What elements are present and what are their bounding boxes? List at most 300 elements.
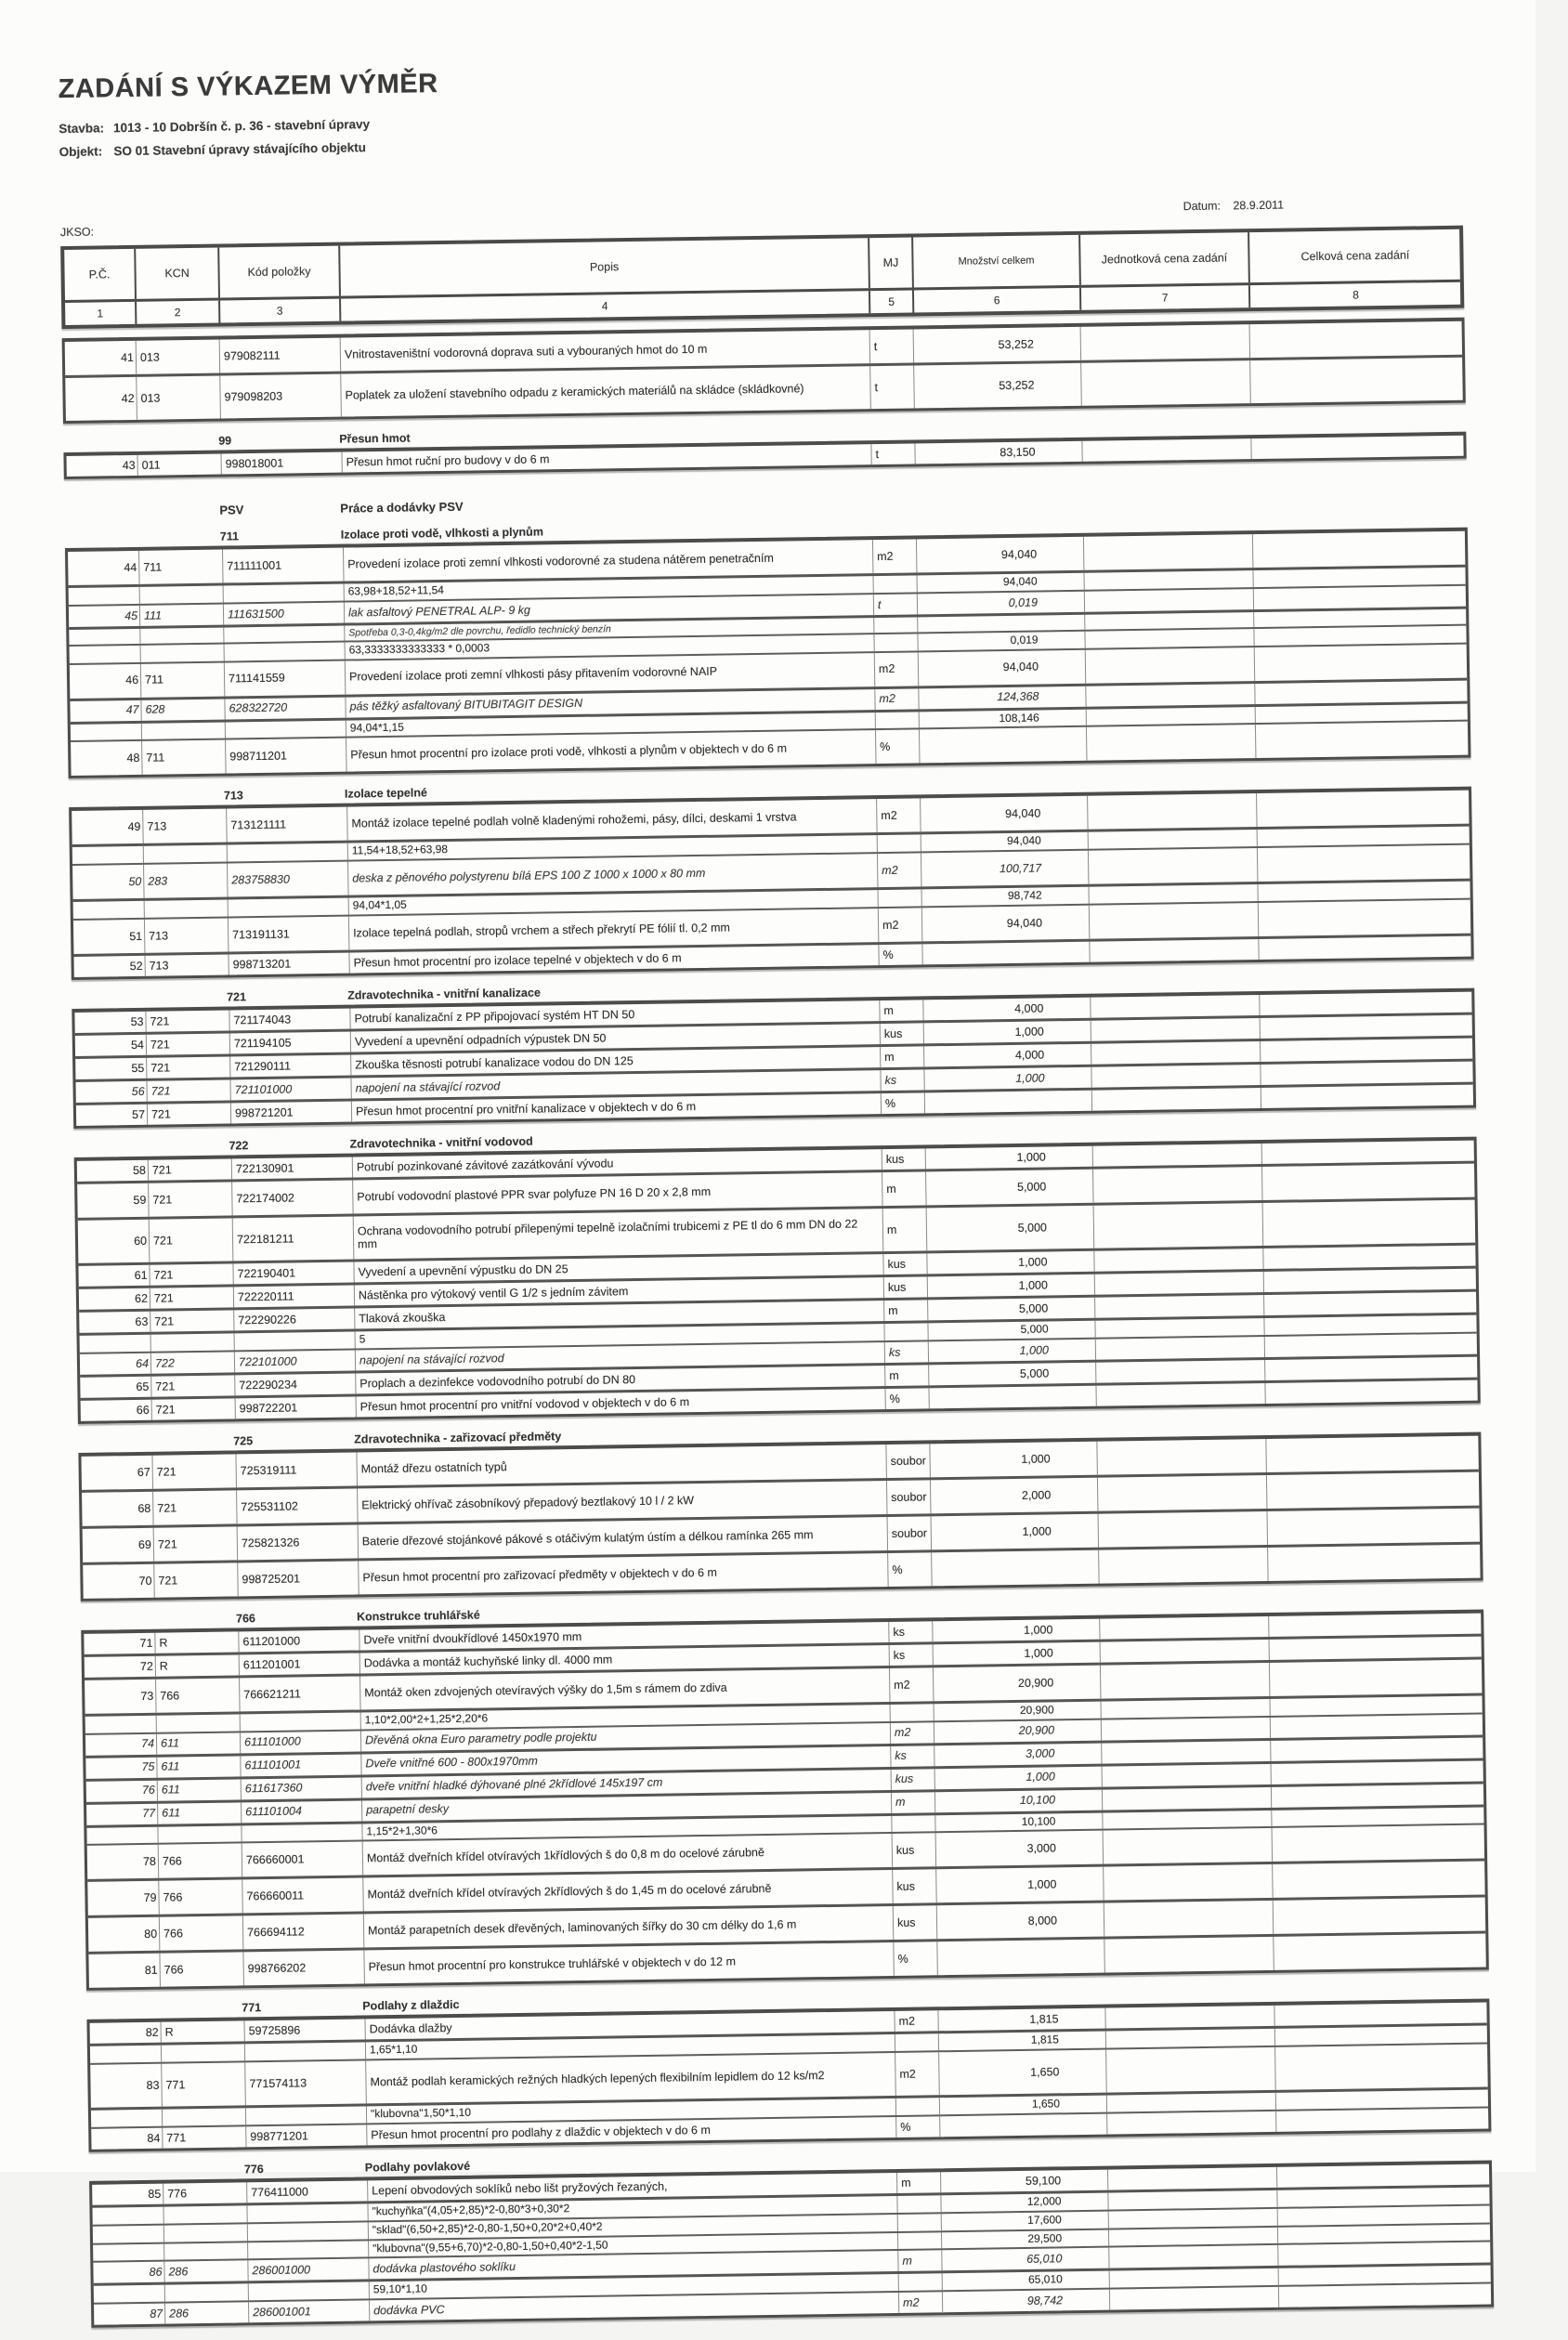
section-title: Podlahy povlakové [364,2159,471,2175]
cell-kcn: 721 [147,1080,230,1102]
cell-total-price [1259,900,1470,936]
cell-mj [897,2195,941,2212]
cell-code: 721290111 [230,1055,351,1078]
cell-mj: % [882,1092,925,1114]
cell-desc: dodávka PVC [370,2293,899,2320]
cell-kcn: 286 [165,2303,249,2324]
cell-desc: Přesun hmot procentní pro zařizovací předměty v objektech v do 6 m [359,1553,888,1594]
col-header-pc: P.Č. [64,249,137,300]
cell-mj: kus [892,1769,935,1790]
items-group [65,528,1471,779]
cell-mj: m [885,1365,929,1386]
cell-pc: 65 [80,1377,151,1398]
cell-desc: Montáž podlah keramických režných hladkých lepených flexibilním lepidlem do 12 ks/m2 [366,2053,896,2103]
cell-mj: % [885,1388,929,1409]
cell-mj [896,2098,940,2114]
cell-pc: 56 [76,1081,148,1103]
cell-kcn: 628 [141,699,225,720]
cell-code: 713191131 [229,917,350,952]
cell-mj: m [884,1300,928,1321]
cell-total-price [1250,321,1462,358]
cell-qty [922,942,1090,965]
cell-pc: 63 [79,1312,150,1333]
cell-unit-price [1096,1337,1265,1360]
cell-unit-price [1109,2228,1278,2246]
cell-total-price [1275,2026,1486,2046]
cell-qty: 65,010 [943,2271,1110,2290]
cell-qty: 4,000 [923,998,1091,1021]
cell-kcn: 721 [154,1562,239,1597]
cell-pc: 47 [70,700,141,722]
cell-kcn: 721 [150,1287,234,1308]
cell-desc: Potrubí pozinkované závitové zazátkování vývodu [353,1149,882,1177]
cell-qty: 1,000 [933,1618,1100,1641]
cell-total-price [1273,1825,1484,1862]
cell-mj [874,634,918,650]
cell-desc: 11,54+18,52+63,98 [348,836,878,860]
cell-desc: parapetní desky [362,1793,892,1821]
cell-mj: m2 [895,2011,938,2033]
cell-pc: 55 [75,1058,147,1079]
cell-pc [80,1335,151,1353]
cell-desc: lak asfaltový PENETRAL ALP- 9 kg [345,595,874,622]
section-title: Zdravotechnika - vnitřní kanalizace [347,986,541,1002]
cell-unit-price [1081,324,1251,360]
cell-mj [878,835,921,852]
cell-mj: soubor [887,1480,932,1514]
cell-qty: 8,000 [937,1903,1105,1940]
cell-kcn: 721 [153,1490,238,1524]
cell-qty [918,615,1085,633]
cell-mj: % [888,1552,933,1587]
cell-desc: Potrubí kanalizační z PP připojovací systém HT DN 50 [350,1000,880,1028]
cell-pc [86,1826,158,1844]
cell-total-price [1277,2188,1488,2207]
cell-code: 998713201 [229,953,349,975]
cell-code [247,2203,368,2222]
cell-mj: ks [889,1621,933,1642]
items-group [74,1137,1481,1424]
cell-mj: % [896,2116,940,2137]
cell-total-price [1261,1085,1472,1108]
cell-unit-price [1093,1167,1263,1203]
cell-desc: "kuchyňka"(4,05+2,85)*2-0,80*3+0,30*2 [368,2196,897,2220]
cell-kcn: 771 [162,2063,246,2107]
cell-mj: kus [894,1906,938,1941]
cell-mj [879,890,922,907]
cell-pc [69,629,140,645]
cell-code: 722130901 [232,1157,353,1180]
cell-mj: m [881,1046,924,1067]
items-group [81,1609,1489,1991]
cell-qty: 1,000 [928,1275,1095,1298]
cell-kcn: 721 [154,1526,239,1561]
col-header-unit-price: Jednotková cena zadání [1080,232,1250,285]
cell-code: 766621211 [240,1676,361,1711]
cell-mj: t [870,365,915,409]
cell-mj: ks [890,1644,934,1666]
cell-desc: Potrubí vodovodní plastové PPR svar polyfuze PN 16 D 20 x 2,8 mm [353,1172,882,1213]
cell-unit-price [1109,2245,1278,2268]
cell-code: 722190401 [233,1262,354,1285]
cell-unit-price [1102,1741,1271,1764]
col-header-mj: MJ [869,237,914,288]
cell-kcn: 611 [158,1779,242,1800]
cell-pc: 64 [80,1353,151,1375]
cell-mj: m2 [875,688,919,710]
cell-code: 722290226 [234,1309,355,1331]
cell-pc: 80 [88,1917,161,1952]
cell-total-price [1256,722,1468,758]
col-header-code: Kód položky [219,246,341,298]
cell-unit-price [1091,1041,1261,1065]
cell-unit-price [1101,1640,1270,1663]
cell-qty: 1,000 [930,1442,1098,1478]
cell-total-price [1275,2045,1487,2090]
cell-qty: 94,040 [922,906,1091,942]
cell-qty: 5,000 [928,1321,1095,1340]
cell-total-price [1265,1379,1476,1403]
cell-qty: 2,000 [931,1478,1099,1514]
cell-unit-price [1102,1718,1271,1741]
cell-desc: "klubovna"1,50*1,10 [367,2098,896,2123]
cell-total-price [1256,703,1467,723]
cell-qty [920,727,1088,764]
cell-qty: 0,019 [918,592,1085,615]
cell-qty: 1,000 [927,1251,1094,1275]
cell-code: 766660001 [242,1842,364,1877]
cell-unit-price [1099,1548,1269,1584]
cell-unit-price [1091,995,1260,1018]
cell-mj: t [871,443,915,464]
stavba-value: 1013 - 10 Dobršín č. p. 36 - stavební úpravy [112,117,371,136]
cell-qty [929,1386,1096,1409]
cell-desc: "sklad"(6,50+2,85)*2-0,80-1,50+0,20*2+0,40*2 [369,2215,898,2239]
col-number: 5 [870,290,914,313]
cell-pc: 41 [65,341,137,375]
col-number: 2 [137,301,220,324]
cell-pc: 59 [77,1183,150,1218]
cell-desc: Montáž dřezu ostatních typů [357,1445,886,1485]
cell-total-price [1271,1714,1482,1737]
cell-code: 766660011 [242,1878,364,1914]
cell-total-price [1253,531,1465,568]
cell-pc: 76 [86,1780,158,1801]
cell-mj: kus [883,1253,927,1275]
cell-desc: 94,04*1,05 [349,890,879,914]
section-title: Přesun hmot [339,431,411,446]
section-title: Podlahy z dlaždic [362,1998,460,2013]
cell-mj: m2 [895,2053,940,2097]
cell-unit-price [1094,1203,1264,1248]
cell-pc [90,2046,162,2063]
cell-desc: Tlaková zkouška [355,1301,884,1328]
cell-unit-price [1110,2268,1279,2287]
cell-mj: soubor [886,1444,931,1478]
cell-code: 725531102 [237,1488,359,1523]
cell-code [246,2107,367,2125]
cell-pc [92,2207,163,2225]
cell-qty [932,1550,1100,1587]
cell-pc [93,2243,164,2261]
cell-unit-price [1085,629,1254,647]
cell-qty: 1,000 [934,1641,1101,1665]
cell-mj: m2 [873,539,918,573]
cell-code: 771574113 [245,2061,367,2106]
items-table [60,226,1494,2339]
cell-total-price [1250,358,1462,403]
cell-unit-price [1090,903,1260,939]
cell-pc: 86 [93,2262,164,2283]
cell-total-price [1274,1934,1485,1970]
cell-code: 722181211 [233,1217,355,1262]
cell-qty: 1,650 [940,2096,1107,2114]
cell-qty: 94,040 [921,832,1089,851]
cell-unit-price [1104,1937,1274,1973]
cell-kcn: 721 [147,1034,230,1055]
section-title: Izolace proti vodě, vlhkosti a plynům [340,525,543,542]
cell-qty: 94,040 [917,537,1085,573]
cell-code [242,1824,362,1842]
cell-kcn: 711 [139,550,224,584]
cell-unit-price [1096,1360,1265,1383]
cell-total-price [1269,1613,1480,1636]
cell-total-price [1255,644,1467,680]
cell-total-price [1258,882,1469,901]
cell-unit-price [1094,1248,1263,1272]
cell-total-price [1278,2242,1489,2266]
cell-qty: 1,000 [924,1067,1091,1091]
section-code: 771 [242,2001,262,2015]
cell-pc: 68 [82,1492,154,1526]
section-title: Konstrukce truhlářské [356,1608,480,1624]
datum-value: 28.9.2011 [1233,198,1285,213]
cell-pc: 49 [72,810,144,844]
cell-kcn: R [155,1631,239,1653]
cell-qty: 124,368 [919,686,1086,709]
cell-code: 611201001 [240,1653,360,1675]
cell-kcn [140,586,224,604]
items-group [69,787,1474,980]
cell-mj [895,2034,939,2051]
cell-code: 998725201 [238,1561,359,1596]
cell-desc: Izolace tepelná podlah, stropů vrchem a střech překrytí PE fólií tl. 0,2 mm [349,909,879,949]
cell-total-price [1273,1862,1484,1898]
cell-code: 722290234 [235,1373,356,1395]
cell-unit-price [1103,1764,1272,1787]
cell-pc: 43 [67,455,138,477]
cell-unit-price [1090,884,1259,903]
cell-code: 111631500 [224,602,345,624]
cell-qty: 10,100 [935,1812,1103,1831]
cell-unit-price [1099,1511,1269,1548]
cell-pc [91,2110,163,2127]
cell-total-price [1270,1659,1482,1695]
cell-pc: 42 [65,377,137,421]
cell-total-price [1259,936,1470,960]
section-code: 99 [218,434,232,448]
cell-unit-price [1110,2287,1279,2310]
cell-total-price [1277,2164,1488,2188]
section-title: Izolace tepelné [344,786,427,802]
cell-mj: kus [893,1834,937,1868]
cell-desc: Ochrana vodovodního potrubí přilepenými tepelně izolačními trubicemi z PE tl do 6 mm DN do 22 mm [354,1209,884,1259]
cell-qty: 1,000 [929,1340,1096,1363]
cell-desc: pás těžký asfaltovaný BITUBITAGIT DESIGN [346,689,875,717]
cell-unit-price [1104,1828,1274,1864]
cell-unit-price [1107,2093,1276,2111]
cell-mj: ks [891,1745,934,1767]
cell-code: 611201000 [239,1629,359,1652]
cell-desc: Poplatek za uložení stavebního odpadu z keramických materiálů na skládce (skládkovné) [341,366,871,416]
cell-unit-price [1096,1383,1265,1406]
cell-desc: 5 [356,1324,885,1348]
cell-pc: 48 [71,741,143,776]
cell-total-price [1254,608,1465,626]
cell-total-price [1264,1315,1475,1335]
cell-code: 286001001 [249,2301,370,2323]
cell-desc: Přesun hmot procentní pro podlahy z dlaždic v objektech v do 6 m [367,2117,896,2145]
cell-code [229,898,349,917]
cell-desc: Zkouška těsnosti potrubí kanalizace vodou do DN 125 [351,1047,881,1075]
cell-unit-price [1097,1439,1267,1475]
cell-kcn: 766 [160,1916,244,1951]
section-code: 711 [219,529,240,543]
cell-kcn: 721 [149,1159,232,1181]
col-header-total-price: Celková cena zadání [1300,248,1410,264]
cell-mj: kus [884,1276,928,1298]
cell-code: 998771201 [246,2124,367,2147]
cell-unit-price [1098,1475,1268,1511]
cell-mj [898,2214,942,2230]
jkso-label: JKSO: [59,225,95,240]
section-code: 776 [243,2163,264,2177]
cell-mj: m2 [879,908,923,942]
cell-pc: 44 [68,551,140,585]
cell-qty: 53,252 [914,327,1082,363]
cell-pc: 61 [78,1265,150,1287]
cell-code: 611617360 [242,1777,362,1799]
cell-code [228,843,348,862]
cell-mj: soubor [888,1516,933,1550]
cell-qty: 10,100 [935,1789,1103,1812]
cell-total-price [1265,1356,1476,1379]
stavba-line [59,117,370,136]
cell-kcn [145,900,229,918]
table-rows-host [62,318,1495,2328]
cell-qty: 4,000 [924,1044,1091,1067]
cell-unit-price [1087,707,1256,726]
cell-code: 725319111 [236,1452,358,1487]
cell-code [224,584,345,603]
cell-mj: t [874,594,918,615]
cell-code: 283758830 [228,862,349,897]
cell-desc: Přesun hmot procentní pro konstrukce truhlářské v objektech v do 12 m [364,1942,894,1983]
cell-desc: napojení na stávající rozvod [356,1342,885,1370]
cell-kcn: 766 [160,1953,244,1987]
items-group [86,1999,1491,2152]
cell-kcn: 776 [163,2182,247,2203]
cell-kcn: 111 [140,604,224,625]
cell-pc: 66 [81,1400,152,1421]
cell-total-price [1264,1292,1475,1315]
datum-label: Datum: [1183,199,1222,214]
cell-kcn: 766 [156,1678,241,1712]
col-number: 7 [1081,285,1250,310]
cell-code [248,2222,369,2241]
cell-qty: 98,742 [943,2290,1110,2313]
cell-total-price [1261,1062,1471,1085]
items-group [78,1431,1483,1601]
cell-desc: Provedení izolace proti zemní vlhkosti vodorovné za studena nátěrem penetračním [344,540,873,581]
cell-desc: Přesun hmot ruční pro budovy v do 6 m [342,444,871,472]
cell-desc: Přesun hmot procentní pro izolace proti vodě, vlhkosti a plynům v objektech v do 6 m [346,731,876,772]
cell-unit-price [1108,2190,1277,2209]
cell-unit-price [1088,794,1258,830]
cell-qty: 29,500 [942,2229,1109,2248]
cell-qty: 94,040 [919,649,1087,686]
cell-total-price [1262,1164,1474,1200]
cell-mj [891,1704,934,1720]
cell-desc: deska z pěnového polystyrenu bílá EPS 100 Z 1000 x 1000 x 80 mm [348,854,878,895]
cell-pc: 45 [69,606,140,627]
cell-total-price [1255,680,1466,703]
cell-desc: "klubovna"(9,55+6,70)*2-0,80-1,50+0,40*2-1,50 [369,2233,898,2257]
col-header-qty: Množství celkem [913,235,1081,288]
section-code: PSV [219,503,244,517]
cell-qty: 1,000 [926,1146,1093,1170]
datum-line [1183,199,1285,214]
cell-pc: 67 [81,1456,153,1490]
cell-pc: 85 [92,2184,163,2205]
cell-qty: 12,000 [941,2193,1108,2212]
items-group [89,2160,1494,2328]
cell-mj [899,2274,943,2291]
cell-pc: 78 [87,1845,160,1879]
cell-pc [93,2225,164,2242]
cell-pc [70,646,141,663]
cell-desc: Dveře vnitřní dvoukřídlové 1450x1970 mm [359,1622,889,1650]
cell-code: 725821326 [238,1524,359,1560]
cell-desc: 94,04*1,15 [346,712,876,737]
cell-qty: 3,000 [934,1743,1102,1766]
cell-desc: Dodávka dlažby [366,2011,895,2039]
cell-mj: m2 [877,799,921,833]
cell-qty: 5,000 [926,1170,1094,1206]
section-code: 721 [227,990,247,1004]
cell-code: 998018001 [221,452,342,475]
cell-mj: kus [893,1870,937,1904]
cell-total-price [1263,1200,1475,1246]
cell-desc: 63,3333333333333 * 0,0003 [346,634,875,659]
cell-kcn: 721 [150,1218,234,1262]
cell-code: 998722201 [236,1396,357,1418]
cell-total-price [1278,2205,1489,2225]
cell-mj: ks [885,1341,929,1363]
cell-mj: kus [882,1148,926,1170]
cell-code: 611101001 [241,1754,361,1776]
cell-pc [72,846,144,864]
cell-code: 611101000 [241,1731,361,1753]
cell-code: 721101000 [230,1078,351,1101]
cell-mj: % [876,730,921,765]
cell-total-price [1254,586,1465,609]
cell-unit-price [1107,2111,1276,2135]
cell-desc: Montáž dveřních křídel otvíravých 2křídlových š do 1,45 m do ocelové zárubně [363,1870,893,1911]
objekt-value: SO 01 Stavební úpravy stávajícího objektu [113,140,367,159]
cell-desc: Přesun hmot procentní pro vnitřní vodovod v objektech v do 6 m [357,1389,886,1417]
col-number: 8 [1352,288,1360,302]
